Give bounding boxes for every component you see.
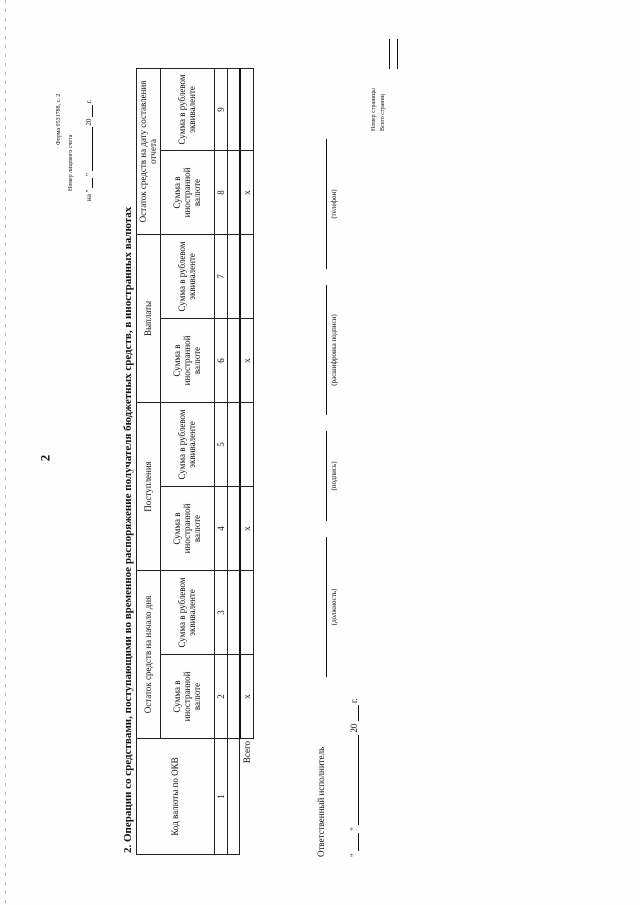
table-cell — [228, 150, 240, 234]
column-number: 2 — [214, 655, 227, 739]
total-pages-line — [390, 39, 398, 69]
page-info-lines — [382, 39, 398, 69]
signature-line — [326, 431, 327, 521]
footer-year-blank — [348, 705, 359, 721]
footer-month-blank — [348, 735, 359, 825]
page-number: 2 — [37, 454, 53, 462]
end-balance-header: Остаток средств на дату составления отчета — [137, 68, 161, 234]
total-cell — [240, 68, 254, 150]
report-year-blank — [84, 105, 93, 117]
table-row — [228, 68, 240, 854]
column-number: 5 — [214, 402, 227, 486]
name-line — [326, 285, 327, 415]
page-number-line — [382, 39, 390, 69]
executor-label: Ответственный исполнитель — [316, 746, 326, 857]
phone-line — [326, 139, 327, 269]
total-cell: x — [240, 486, 254, 570]
signature-caption: (подпись) — [330, 461, 338, 491]
total-cell: x — [240, 655, 254, 739]
receipts-rub-header: Сумма в рублевом эквиваленте — [160, 402, 214, 486]
end-rub-header: Сумма в рублевом эквиваленте — [160, 68, 214, 150]
start-rub-header: Сумма в рублевом эквиваленте — [160, 570, 214, 654]
phone-caption: (телефон) — [330, 189, 338, 219]
receipts-header: Поступления — [137, 402, 161, 570]
signature-block — [310, 37, 370, 857]
total-cell — [240, 570, 254, 654]
receipts-foreign-header: Сумма в иностранной валюте — [160, 486, 214, 570]
footer-day-blank — [348, 833, 359, 851]
column-number: 9 — [214, 68, 227, 150]
table-cell — [228, 486, 240, 570]
account-number-label: Номер лицевого счета — [68, 134, 74, 191]
table-cell — [228, 318, 240, 402]
table-cell — [228, 655, 240, 739]
total-label: Всего — [240, 739, 254, 855]
report-date-quote: " — [85, 173, 93, 177]
report-month-blank — [84, 127, 93, 171]
footer-date — [348, 698, 359, 857]
table-cell — [228, 570, 240, 654]
report-date — [84, 99, 93, 201]
column-number: 6 — [214, 318, 227, 402]
table-cell — [228, 739, 240, 855]
column-number: 7 — [214, 234, 227, 318]
table-subheader-row — [160, 68, 214, 854]
payments-rub-header: Сумма в рублевом эквиваленте — [160, 234, 214, 318]
total-pages-label: Всего страниц — [380, 94, 386, 131]
operations-table — [136, 68, 254, 855]
table-cell — [228, 402, 240, 486]
report-day-blank — [84, 178, 93, 188]
column-number: 1 — [214, 739, 227, 855]
payments-header: Выплаты — [137, 234, 161, 402]
report-date-year: 20 — [85, 118, 93, 126]
report-date-suffix: г. — [85, 99, 93, 104]
position-caption: (должность) — [330, 588, 338, 626]
footer-date-suffix: г. — [349, 698, 359, 704]
total-cell — [240, 402, 254, 486]
footer-date-open-quote: " — [349, 853, 359, 857]
column-number: 8 — [214, 150, 227, 234]
total-cell — [240, 234, 254, 318]
start-balance-header: Остаток средств на начало дня — [137, 570, 161, 738]
total-cell: x — [240, 318, 254, 402]
column-number: 4 — [214, 486, 227, 570]
section-title: 2. Операции со средствами, поступающими во временное распоряжение получателя бюджетных средств, в иностранных валютах — [122, 206, 134, 853]
table-cell — [228, 68, 240, 150]
name-caption: (расшифровка подписи) — [330, 314, 338, 386]
position-line — [326, 537, 327, 677]
page-info — [370, 88, 388, 131]
table-header-row — [137, 68, 161, 854]
start-foreign-header: Сумма в иностранной валюте — [160, 655, 214, 739]
currency-code-header: Код валюты по ОКВ — [137, 739, 215, 855]
payments-foreign-header: Сумма в иностранной валюте — [160, 318, 214, 402]
total-row — [240, 68, 254, 854]
form-code: Форма 0531788, с. 2 — [56, 93, 62, 145]
report-date-prefix: на " — [85, 189, 93, 201]
footer-date-year: 20 — [349, 723, 359, 733]
column-number-row — [214, 68, 227, 854]
total-cell: x — [240, 150, 254, 234]
end-foreign-header: Сумма в иностранной валюте — [160, 150, 214, 234]
column-number: 3 — [214, 570, 227, 654]
page-number-label: Номер страницы — [371, 88, 377, 131]
footer-date-close-quote: " — [349, 827, 359, 831]
table-cell — [228, 234, 240, 318]
